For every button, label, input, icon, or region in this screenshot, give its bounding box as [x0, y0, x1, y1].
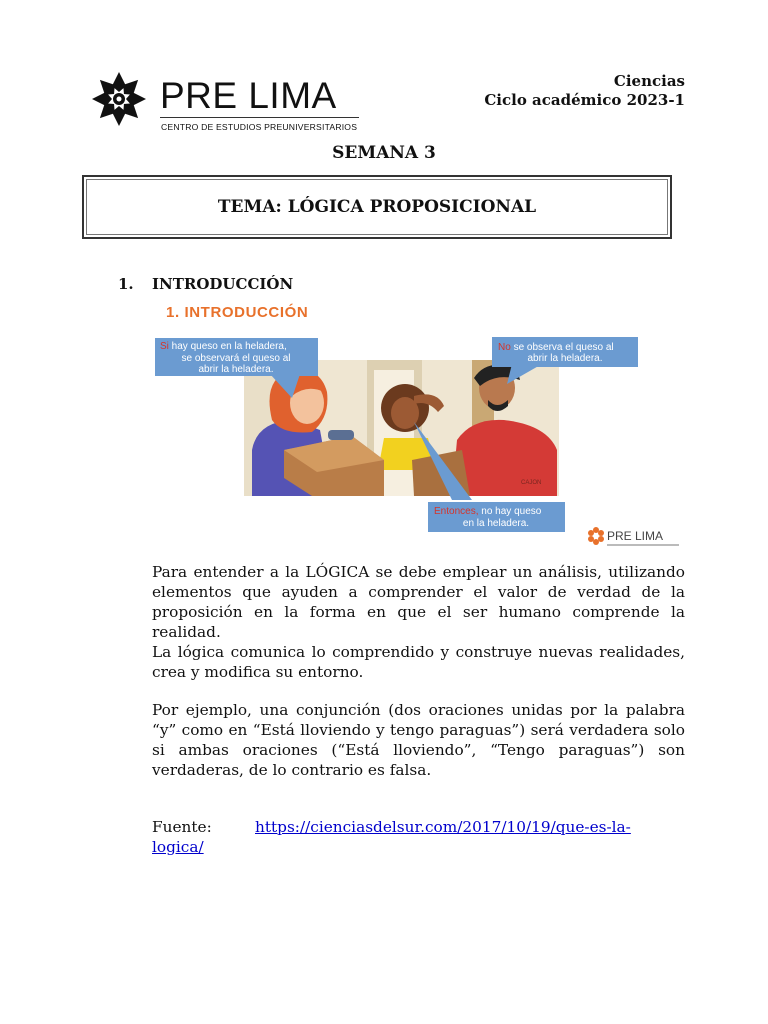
speech-bubble-right: [492, 337, 638, 384]
watermark-text: PRE LIMA: [607, 529, 664, 543]
bubble-bottom-highlight: Entonces,: [434, 506, 479, 517]
logo-divider: [160, 117, 359, 118]
section-heading: [118, 275, 293, 293]
paragraph-example: Por ejemplo, una conjunción (dos oraciones unidas por la palabra “y” como en “Está lloviendo y tengo paraguas”) será verdadera solo si ambas oraciones (“Está lloviendo”, “Tengo paraguas”) son verdaderas, de lo contrario es falsa.: [152, 701, 685, 779]
introduction-illustration: [152, 300, 684, 552]
figure-title: 1. INTRODUCCIÓN: [166, 304, 309, 321]
bubble-bottom-line1: no hay queso: [478, 506, 542, 517]
bubble-left-line3: abrir la heladera.: [198, 364, 274, 375]
paragraph-intro-second: La lógica comunica lo comprendido y construye nuevas realidades, crea y modifica su entorno.: [152, 643, 685, 681]
bubble-left-highlight: Si: [160, 341, 169, 352]
bubble-bottom-line2: en la heladera.: [462, 518, 530, 529]
svg-text:Si hay queso en la heladera,: [160, 341, 287, 352]
source-link[interactable]: https://cienciasdelsur.com/2017/10/19/que-es-la-: [255, 818, 631, 836]
section-title: INTRODUCCIÓN: [152, 275, 294, 293]
source-label: Fuente:: [152, 818, 212, 836]
box-label: CAJON: [521, 480, 542, 486]
cycle-label: Ciclo académico 2023-1: [484, 91, 685, 109]
bubble-left-line2: se observará el queso al: [181, 353, 291, 364]
section-number: 1.: [118, 275, 134, 293]
bubble-right-highlight: No: [498, 342, 511, 353]
paragraph-intro-text: Para entender a la LÓGICA se debe emplear un análisis, utilizando elementos que ayuden a comprender el valor de verdad de la proposición en la forma en que el ser humano comprende la realidad.: [152, 563, 685, 641]
source-link-continued[interactable]: logica/: [152, 838, 204, 856]
pre-lima-watermark: [588, 527, 679, 546]
logo-subtitle: CENTRO DE ESTUDIOS PREUNIVERSITARIOS: [161, 122, 358, 132]
topic-title: TEMA: LÓGICA PROPOSICIONAL: [217, 197, 537, 217]
week-title: SEMANA 3: [332, 143, 436, 163]
logo-name: PRE LIMA: [160, 75, 337, 116]
svg-text:Entonces, no hay queso: [434, 506, 542, 517]
watermark-flower-icon: [588, 527, 604, 545]
speech-bubble-left: [155, 338, 318, 398]
pre-lima-logo-icon: [86, 70, 152, 128]
bubble-right-line2: abrir la heladera.: [527, 353, 603, 364]
bubble-right-line1: se observa el queso al: [510, 342, 614, 353]
paragraph-intro: [152, 562, 685, 682]
svg-text:No se observa el queso al: [498, 342, 614, 353]
subject-label: Ciencias: [613, 72, 685, 90]
bubble-left-line1: hay queso en la heladera,: [168, 341, 287, 352]
